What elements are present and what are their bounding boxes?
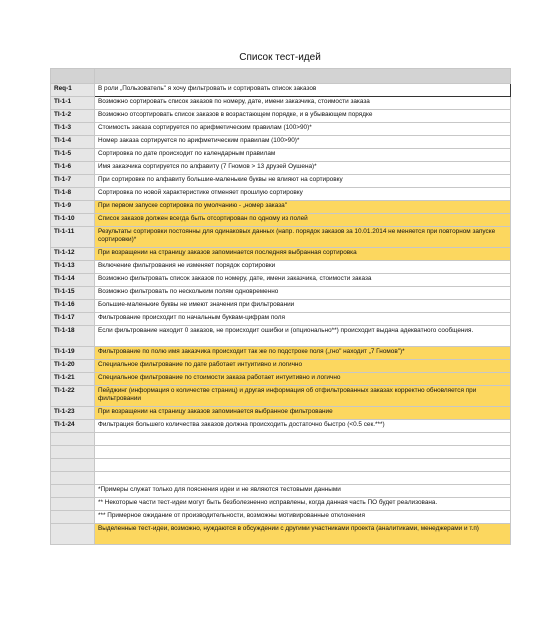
footnote-text: ** Некоторые части тест-идеи могут быть безболезненно исправлены, когда данная часть ПО будет реализована. [95, 498, 511, 511]
page-title: Список тест-идей [239, 52, 321, 63]
row-id: TI-1-2 [51, 110, 95, 123]
footnote-text: *Примеры служат только для пояснения идеи и не являются тестовыми данными [95, 485, 511, 498]
table-row [51, 136, 511, 149]
header-cell [95, 69, 511, 84]
table-row [51, 287, 511, 300]
row-text: При сортировке по алфавиту большие-маленькие буквы не влияют на сортировку [95, 175, 511, 188]
empty-cell [51, 498, 95, 511]
row-id: TI-1-3 [51, 123, 95, 136]
table-row [51, 420, 511, 433]
row-id: TI-1-8 [51, 188, 95, 201]
table-row [51, 300, 511, 313]
row-text: Если фильтрование находит 0 заказов, не происходит ошибки и (опционально**) происходит выдача адекватного сообщения. [95, 326, 511, 347]
header-cell [51, 69, 95, 84]
row-text: При первом запуске сортировка по умолчанию - „номер заказа" [95, 201, 511, 214]
row-id: TI-1-14 [51, 274, 95, 287]
table-row [51, 97, 511, 110]
row-text: Список заказов должен всегда быть отсортирован по одному из полей [95, 214, 511, 227]
empty-cell [95, 433, 511, 446]
empty-cell [51, 524, 95, 545]
table-row [51, 110, 511, 123]
table-row [51, 175, 511, 188]
legend-row [51, 524, 511, 545]
test-ideas-table [50, 68, 511, 545]
row-text: Возможно фильтровать список заказов по номеру, дате, имени заказчика, стоимости заказа [95, 274, 511, 287]
row-id: TI-1-6 [51, 162, 95, 175]
row-text: Сортировка по дате происходит по календарным правилам [95, 149, 511, 162]
table-row-highlighted [51, 201, 511, 214]
row-id: TI-1-1 [51, 97, 95, 110]
row-text: Имя заказчика сортируется по алфавиту (7 Гномов > 13 друзей Оушена)* [95, 162, 511, 175]
row-id: TI-1-15 [51, 287, 95, 300]
row-id: TI-1-12 [51, 248, 95, 261]
empty-cell [51, 472, 95, 485]
row-id: TI-1-10 [51, 214, 95, 227]
table-row [51, 84, 511, 97]
row-text: Фильтрование происходит по начальным буквам-цифрам поля [95, 313, 511, 326]
row-text: Результаты сортировки постоянны для одинаковых данных (напр. порядок заказов за 10.01.2014 не меняется при повторном запуске сортировки)* [95, 227, 511, 248]
row-text: Номер заказа сортируется по арифметическим правилам (100>90)* [95, 136, 511, 149]
footnote-text: *** Примерное ожидание от производительности, возможны мотивированные отклонения [95, 511, 511, 524]
empty-row [51, 459, 511, 472]
table-row-highlighted [51, 347, 511, 360]
row-text: Большие-маленькие буквы не имеют значения при фильтровании [95, 300, 511, 313]
row-id: TI-1-11 [51, 227, 95, 248]
empty-cell [51, 511, 95, 524]
empty-row [51, 472, 511, 485]
row-text: Фильтрование по полю имя заказчика происходит так же по подстроке поля („гно" находит „7 Гномов")* [95, 347, 511, 360]
empty-cell [95, 472, 511, 485]
row-text: В роли „Пользователь" я хочу фильтровать и сортировать список заказов [95, 84, 511, 97]
row-text: При возращении на страницу заказов запоминается последняя выбранная сортировка [95, 248, 511, 261]
row-id: TI-1-7 [51, 175, 95, 188]
empty-row [51, 446, 511, 459]
table-row [51, 149, 511, 162]
row-text: Пейджинг (информация о количестве страниц) и другая информация об отфильтрованных заказах корректно обновляется при фильтровании [95, 386, 511, 407]
row-text: Возможно отсортировать список заказов в возрастающем порядке, и в убывающем порядке [95, 110, 511, 123]
table-row [51, 162, 511, 175]
empty-cell [51, 446, 95, 459]
table-row-highlighted [51, 373, 511, 386]
row-id: TI-1-20 [51, 360, 95, 373]
row-id: TI-1-22 [51, 386, 95, 407]
table-row [51, 261, 511, 274]
row-id: TI-1-21 [51, 373, 95, 386]
empty-cell [51, 433, 95, 446]
table-row [51, 326, 511, 347]
row-id: TI-1-5 [51, 149, 95, 162]
row-id: TI-1-23 [51, 407, 95, 420]
table-row-highlighted [51, 407, 511, 420]
table-row [51, 123, 511, 136]
row-id: TI-1-4 [51, 136, 95, 149]
row-text: Стоимость заказа сортируется по арифметическим правилам (100>90)* [95, 123, 511, 136]
footnote-row [51, 511, 511, 524]
empty-row [51, 433, 511, 446]
row-id: TI-1-18 [51, 326, 95, 347]
row-text: Фильтрация большего количества заказов должна происходить достаточно быстро (<0.5 сек.***) [95, 420, 511, 433]
row-text: Возможно фильтровать по нескольким полям одновременно [95, 287, 511, 300]
table-row [51, 313, 511, 326]
row-id: TI-1-16 [51, 300, 95, 313]
row-text: Специальное фильтрование по стоимости заказа работает интуитивно и логично [95, 373, 511, 386]
table-row [51, 274, 511, 287]
row-id: TI-1-9 [51, 201, 95, 214]
table-row-highlighted [51, 248, 511, 261]
legend-text: Выделенные тест-идеи, возможно, нуждаются в обсуждении с другими участниками проекта (аналитиками, менеджерами и т.п) [95, 524, 511, 545]
row-text: При возращении на страницу заказов запоминается выбранное фильтрование [95, 407, 511, 420]
row-text: Возможно сортировать список заказов по номеру, дате, имени заказчика, стоимости заказа [95, 97, 511, 110]
footnote-row [51, 498, 511, 511]
table-row-highlighted [51, 360, 511, 373]
footnote-row [51, 485, 511, 498]
row-text: Сортировка по новой характеристике отменяет прошлую сортировку [95, 188, 511, 201]
row-id: Req-1 [51, 84, 95, 97]
empty-cell [95, 459, 511, 472]
row-id: TI-1-24 [51, 420, 95, 433]
empty-cell [95, 446, 511, 459]
row-id: TI-1-17 [51, 313, 95, 326]
header-row [51, 69, 511, 84]
empty-cell [51, 485, 95, 498]
empty-cell [51, 459, 95, 472]
row-text: Специальное фильтрование по дате работает интуитивно и логично [95, 360, 511, 373]
table-row [51, 188, 511, 201]
table-row-highlighted [51, 386, 511, 407]
row-id: TI-1-19 [51, 347, 95, 360]
table-row-highlighted [51, 227, 511, 248]
table-row-highlighted [51, 214, 511, 227]
row-text: Включение фильтрования не изменяет порядок сортировки [95, 261, 511, 274]
row-id: TI-1-13 [51, 261, 95, 274]
